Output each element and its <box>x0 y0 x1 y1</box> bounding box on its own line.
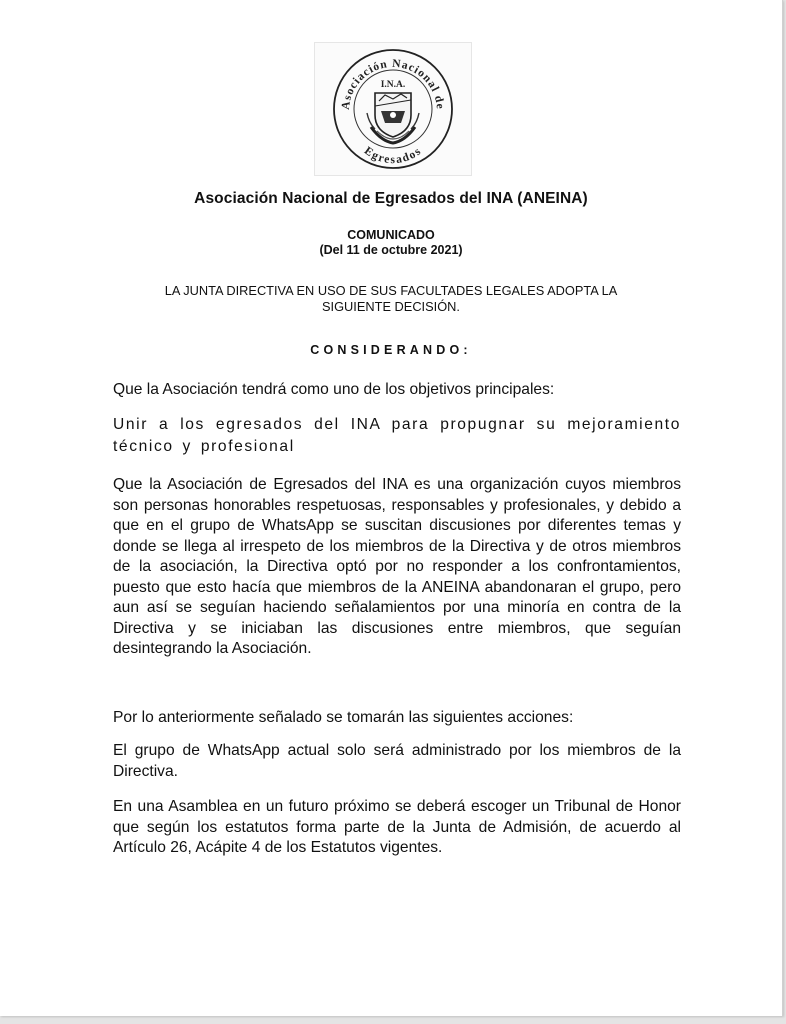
junta-directiva-statement <box>0 283 782 315</box>
comunicado-date: (Del 11 de octubre 2021) <box>319 243 463 257</box>
logo-center-text: I.N.A. <box>380 80 406 90</box>
logo-seal-icon <box>315 43 471 175</box>
paragraph-asamblea: En una Asamblea en un futuro próximo se deberá escoger un Tribunal de Honor que según los estatutos forma parte de la Junta de Admisión, de acuerdo al Artículo 26, Acápite 4 de los Estatutos vigentes. <box>113 798 681 856</box>
paragraph-intro: Que la Asociación tendrá como uno de los objetivos principales: <box>113 381 555 398</box>
paragraph-acciones-intro: Por lo anteriormente señalado se tomarán las siguientes acciones: <box>113 709 574 726</box>
comunicado-heading: COMUNICADO <box>347 228 435 242</box>
logo-ring-text-bottom: Egresados <box>361 144 425 167</box>
junta-line-2: SIGUIENTE DECISIÓN. <box>322 299 460 314</box>
junta-line-1: LA JUNTA DIRECTIVA EN USO DE SUS FACULTADES LEGALES ADOPTA LA <box>164 283 618 298</box>
logo-ring-text-top: Asociación Nacional de <box>339 57 447 111</box>
organization-title: Asociación Nacional de Egresados del INA (ANEINA) <box>194 190 588 207</box>
paragraph-asociacion: Que la Asociación de Egresados del INA es una organización cuyos miembros son personas honorables respetuosas, responsables y profesionales, y debido a que en el grupo de WhatsApp se suscitan discusiones por diferentes temas y donde se llega al irrespeto de los miembros de la Directiva y de otros miembros de la asociación, la Directiva optó por no responder a los confrontamientos, puesto que esto hacía que miembros de la ANEINA abandonaran el grupo, pero aun así se seguían haciendo señalamientos por una minoría en contra de la Directiva y se iniciaban las discusiones entre miembros, que seguían desintegrando la Asociación. <box>113 476 681 657</box>
paragraph-whatsapp: El grupo de WhatsApp actual solo será administrado por los miembros de la Directiva. <box>113 742 681 780</box>
considerando-heading: CONSIDERANDO: <box>310 343 472 357</box>
paragraph-objetivo: Unir a los egresados del INA para propugnar su mejoramiento técnico y profesional <box>113 416 681 455</box>
aneina-logo <box>314 42 472 176</box>
